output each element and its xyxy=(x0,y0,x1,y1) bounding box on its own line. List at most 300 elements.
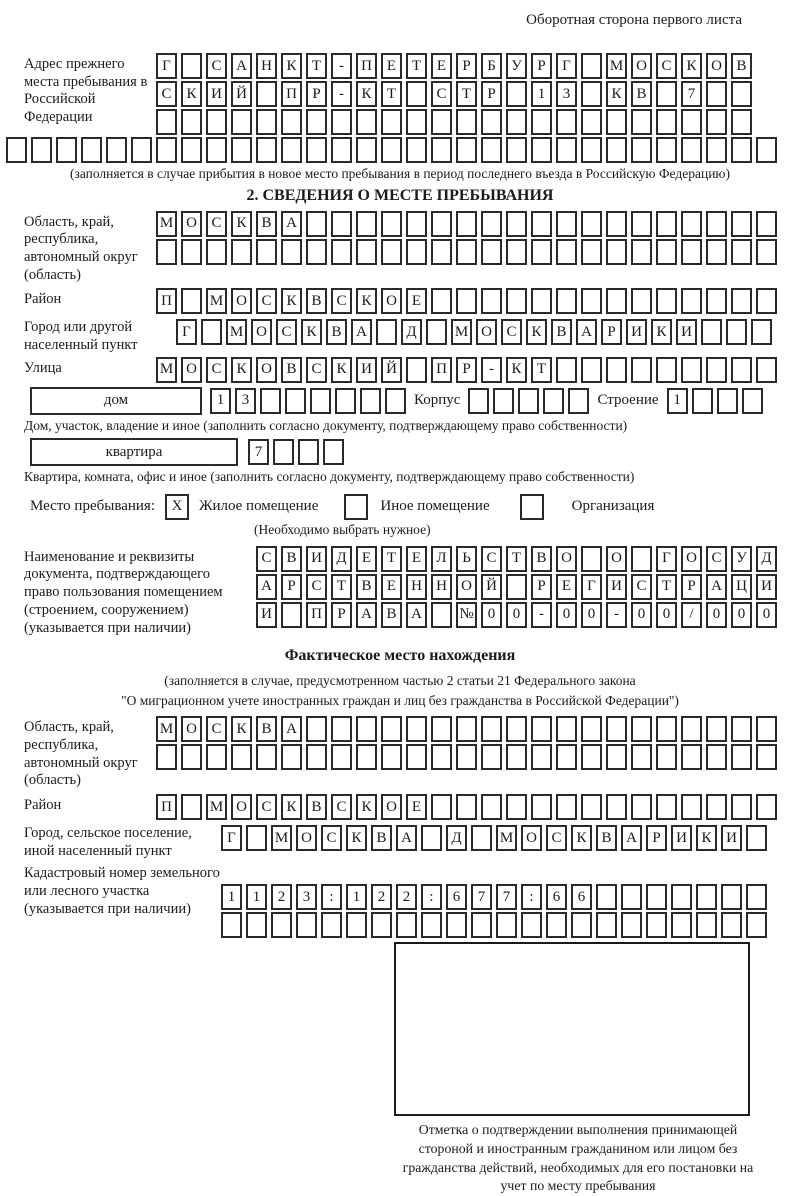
char-box[interactable] xyxy=(681,794,702,820)
char-box[interactable]: И xyxy=(606,574,627,600)
char-box[interactable] xyxy=(681,239,702,265)
char-box[interactable] xyxy=(406,81,427,107)
char-box[interactable]: П xyxy=(431,357,452,383)
char-box[interactable] xyxy=(356,716,377,742)
char-box[interactable] xyxy=(306,211,327,237)
char-box[interactable]: Т xyxy=(331,574,352,600)
char-box[interactable] xyxy=(606,211,627,237)
char-box[interactable] xyxy=(656,81,677,107)
char-box[interactable] xyxy=(631,137,652,163)
char-box[interactable]: М xyxy=(226,319,247,345)
char-box[interactable] xyxy=(746,825,767,851)
char-box[interactable] xyxy=(156,239,177,265)
char-box[interactable] xyxy=(656,357,677,383)
char-box[interactable]: И xyxy=(671,825,692,851)
char-box[interactable] xyxy=(256,109,277,135)
char-box[interactable]: П xyxy=(281,81,302,107)
char-box[interactable] xyxy=(456,744,477,770)
char-box[interactable]: К xyxy=(526,319,547,345)
char-box[interactable] xyxy=(406,239,427,265)
char-box[interactable]: К xyxy=(281,794,302,820)
char-box[interactable] xyxy=(556,288,577,314)
char-box[interactable] xyxy=(531,288,552,314)
char-box[interactable] xyxy=(556,744,577,770)
char-box[interactable]: Н xyxy=(431,574,452,600)
char-box[interactable]: С xyxy=(321,825,342,851)
char-box[interactable] xyxy=(431,744,452,770)
char-box[interactable]: С xyxy=(206,53,227,79)
char-box[interactable] xyxy=(396,912,417,938)
char-box[interactable] xyxy=(456,137,477,163)
char-box[interactable] xyxy=(426,319,447,345)
char-box[interactable]: И xyxy=(256,602,277,628)
char-box[interactable] xyxy=(360,388,381,414)
char-box[interactable] xyxy=(181,137,202,163)
char-box[interactable]: К xyxy=(506,357,527,383)
char-box[interactable] xyxy=(531,716,552,742)
char-box[interactable] xyxy=(581,211,602,237)
char-box[interactable]: Е xyxy=(381,574,402,600)
char-box[interactable]: Е xyxy=(381,53,402,79)
char-box[interactable] xyxy=(356,239,377,265)
char-box[interactable]: И xyxy=(306,546,327,572)
char-box[interactable] xyxy=(631,357,652,383)
char-box[interactable]: М xyxy=(451,319,472,345)
char-box[interactable]: К xyxy=(651,319,672,345)
char-box[interactable] xyxy=(581,81,602,107)
char-box[interactable] xyxy=(556,239,577,265)
char-box[interactable]: К xyxy=(696,825,717,851)
char-box[interactable] xyxy=(731,744,752,770)
char-box[interactable] xyxy=(731,211,752,237)
char-box[interactable] xyxy=(281,137,302,163)
char-box[interactable] xyxy=(256,239,277,265)
char-box[interactable] xyxy=(656,109,677,135)
char-box[interactable] xyxy=(281,109,302,135)
char-box[interactable] xyxy=(701,319,722,345)
char-box[interactable] xyxy=(692,388,713,414)
char-box[interactable]: М xyxy=(206,288,227,314)
char-box[interactable] xyxy=(421,825,442,851)
char-box[interactable]: 1 xyxy=(346,884,367,910)
char-box[interactable] xyxy=(706,288,727,314)
char-box[interactable] xyxy=(56,137,77,163)
char-box[interactable] xyxy=(31,137,52,163)
char-box[interactable] xyxy=(731,716,752,742)
char-box[interactable]: А xyxy=(356,602,377,628)
char-box[interactable]: 0 xyxy=(756,602,777,628)
char-box[interactable] xyxy=(581,716,602,742)
char-box[interactable]: В xyxy=(306,794,327,820)
char-box[interactable] xyxy=(631,211,652,237)
char-box[interactable]: В xyxy=(281,357,302,383)
char-box[interactable] xyxy=(706,137,727,163)
char-box[interactable] xyxy=(606,716,627,742)
char-box[interactable]: 1 xyxy=(531,81,552,107)
char-box[interactable] xyxy=(746,884,767,910)
char-box[interactable]: Г xyxy=(221,825,242,851)
char-box[interactable]: С xyxy=(306,357,327,383)
char-box[interactable]: Р xyxy=(456,357,477,383)
organization-checkbox[interactable] xyxy=(520,494,544,520)
char-box[interactable] xyxy=(696,912,717,938)
char-box[interactable]: О xyxy=(296,825,317,851)
char-box[interactable] xyxy=(446,912,467,938)
char-box[interactable] xyxy=(656,288,677,314)
char-box[interactable] xyxy=(431,288,452,314)
char-box[interactable]: Т xyxy=(406,53,427,79)
char-box[interactable] xyxy=(385,388,406,414)
char-box[interactable]: В xyxy=(326,319,347,345)
char-box[interactable] xyxy=(531,109,552,135)
char-box[interactable] xyxy=(231,744,252,770)
char-box[interactable] xyxy=(506,288,527,314)
char-box[interactable] xyxy=(556,137,577,163)
char-box[interactable] xyxy=(381,239,402,265)
char-box[interactable]: В xyxy=(371,825,392,851)
stamp-box[interactable] xyxy=(394,942,750,1116)
char-box[interactable] xyxy=(518,388,539,414)
char-box[interactable] xyxy=(606,109,627,135)
char-box[interactable]: К xyxy=(346,825,367,851)
char-box[interactable] xyxy=(556,716,577,742)
char-box[interactable]: К xyxy=(356,81,377,107)
char-box[interactable] xyxy=(206,109,227,135)
char-box[interactable] xyxy=(656,211,677,237)
char-box[interactable]: П xyxy=(356,53,377,79)
char-box[interactable] xyxy=(356,211,377,237)
char-box[interactable] xyxy=(581,288,602,314)
char-box[interactable] xyxy=(156,137,177,163)
char-box[interactable]: 7 xyxy=(471,884,492,910)
char-box[interactable] xyxy=(531,211,552,237)
char-box[interactable] xyxy=(471,825,492,851)
char-box[interactable] xyxy=(543,388,564,414)
char-box[interactable] xyxy=(706,81,727,107)
char-box[interactable] xyxy=(206,239,227,265)
char-box[interactable] xyxy=(656,794,677,820)
char-box[interactable] xyxy=(706,744,727,770)
char-box[interactable] xyxy=(631,239,652,265)
char-box[interactable]: А xyxy=(396,825,417,851)
char-box[interactable] xyxy=(656,137,677,163)
char-box[interactable] xyxy=(506,794,527,820)
char-box[interactable] xyxy=(181,288,202,314)
char-box[interactable]: В xyxy=(256,716,277,742)
char-box[interactable]: К xyxy=(331,357,352,383)
char-box[interactable]: Д xyxy=(756,546,777,572)
char-box[interactable]: Л xyxy=(431,546,452,572)
char-box[interactable]: О xyxy=(706,53,727,79)
char-box[interactable]: О xyxy=(381,794,402,820)
char-box[interactable]: К xyxy=(356,288,377,314)
char-box[interactable] xyxy=(131,137,152,163)
char-box[interactable]: 0 xyxy=(656,602,677,628)
char-box[interactable] xyxy=(706,794,727,820)
char-box[interactable]: Й xyxy=(231,81,252,107)
char-box[interactable] xyxy=(231,239,252,265)
char-box[interactable] xyxy=(656,744,677,770)
char-box[interactable] xyxy=(156,109,177,135)
char-box[interactable]: Т xyxy=(456,81,477,107)
char-box[interactable] xyxy=(751,319,772,345)
char-box[interactable] xyxy=(106,137,127,163)
char-box[interactable] xyxy=(581,794,602,820)
char-box[interactable]: П xyxy=(306,602,327,628)
char-box[interactable]: Р xyxy=(681,574,702,600)
char-box[interactable]: С xyxy=(256,288,277,314)
char-box[interactable] xyxy=(581,357,602,383)
char-box[interactable] xyxy=(356,109,377,135)
char-box[interactable]: М xyxy=(156,211,177,237)
char-box[interactable]: С xyxy=(276,319,297,345)
char-box[interactable]: М xyxy=(156,357,177,383)
char-box[interactable] xyxy=(331,109,352,135)
char-box[interactable] xyxy=(621,912,642,938)
char-box[interactable]: Е xyxy=(356,546,377,572)
char-box[interactable]: А xyxy=(406,602,427,628)
char-box[interactable]: 2 xyxy=(371,884,392,910)
char-box[interactable]: 7 xyxy=(248,439,269,465)
char-box[interactable]: П xyxy=(156,794,177,820)
char-box[interactable] xyxy=(506,137,527,163)
char-box[interactable]: Р xyxy=(601,319,622,345)
char-box[interactable]: 0 xyxy=(481,602,502,628)
char-box[interactable] xyxy=(681,288,702,314)
char-box[interactable]: У xyxy=(731,546,752,572)
char-box[interactable] xyxy=(556,357,577,383)
char-box[interactable] xyxy=(246,912,267,938)
char-box[interactable] xyxy=(631,288,652,314)
char-box[interactable] xyxy=(596,912,617,938)
char-box[interactable] xyxy=(756,357,777,383)
char-box[interactable] xyxy=(281,744,302,770)
char-box[interactable]: Г xyxy=(156,53,177,79)
char-box[interactable]: - xyxy=(531,602,552,628)
char-box[interactable] xyxy=(506,744,527,770)
char-box[interactable] xyxy=(256,744,277,770)
char-box[interactable]: 0 xyxy=(506,602,527,628)
char-box[interactable] xyxy=(456,109,477,135)
char-box[interactable]: О xyxy=(181,357,202,383)
char-box[interactable] xyxy=(421,912,442,938)
char-box[interactable] xyxy=(431,239,452,265)
char-box[interactable] xyxy=(756,744,777,770)
char-box[interactable]: К xyxy=(606,81,627,107)
char-box[interactable]: 3 xyxy=(296,884,317,910)
char-box[interactable] xyxy=(493,388,514,414)
char-box[interactable] xyxy=(742,388,763,414)
char-box[interactable]: И xyxy=(206,81,227,107)
char-box[interactable] xyxy=(331,716,352,742)
char-box[interactable] xyxy=(231,137,252,163)
char-box[interactable]: В xyxy=(256,211,277,237)
char-box[interactable]: Р xyxy=(531,53,552,79)
char-box[interactable]: Е xyxy=(406,794,427,820)
char-box[interactable]: П xyxy=(156,288,177,314)
char-box[interactable] xyxy=(706,357,727,383)
char-box[interactable]: С xyxy=(256,546,277,572)
char-box[interactable] xyxy=(456,288,477,314)
char-box[interactable] xyxy=(468,388,489,414)
char-box[interactable] xyxy=(371,912,392,938)
char-box[interactable] xyxy=(631,744,652,770)
char-box[interactable] xyxy=(406,109,427,135)
char-box[interactable]: С xyxy=(631,574,652,600)
char-box[interactable] xyxy=(431,716,452,742)
char-box[interactable]: О xyxy=(181,211,202,237)
char-box[interactable]: Д xyxy=(331,546,352,572)
char-box[interactable] xyxy=(606,744,627,770)
char-box[interactable] xyxy=(746,912,767,938)
char-box[interactable]: Й xyxy=(481,574,502,600)
char-box[interactable]: Г xyxy=(581,574,602,600)
char-box[interactable]: А xyxy=(231,53,252,79)
char-box[interactable]: О xyxy=(606,546,627,572)
char-box[interactable] xyxy=(756,239,777,265)
char-box[interactable] xyxy=(481,288,502,314)
char-box[interactable] xyxy=(568,388,589,414)
char-box[interactable]: В xyxy=(596,825,617,851)
char-box[interactable]: Н xyxy=(256,53,277,79)
char-box[interactable] xyxy=(681,357,702,383)
char-box[interactable] xyxy=(506,81,527,107)
char-box[interactable] xyxy=(406,357,427,383)
char-box[interactable] xyxy=(306,239,327,265)
char-box[interactable] xyxy=(606,288,627,314)
char-box[interactable]: - xyxy=(606,602,627,628)
char-box[interactable] xyxy=(731,109,752,135)
char-box[interactable] xyxy=(756,288,777,314)
char-box[interactable] xyxy=(273,439,294,465)
char-box[interactable] xyxy=(346,912,367,938)
char-box[interactable]: С xyxy=(206,211,227,237)
char-box[interactable]: К xyxy=(681,53,702,79)
char-box[interactable]: В xyxy=(381,602,402,628)
char-box[interactable]: Г xyxy=(556,53,577,79)
char-box[interactable] xyxy=(706,716,727,742)
char-box[interactable] xyxy=(381,744,402,770)
char-box[interactable]: Т xyxy=(306,53,327,79)
char-box[interactable]: О xyxy=(476,319,497,345)
char-box[interactable] xyxy=(221,912,242,938)
char-box[interactable]: В xyxy=(551,319,572,345)
char-box[interactable]: Т xyxy=(381,546,402,572)
char-box[interactable]: О xyxy=(256,357,277,383)
char-box[interactable]: 3 xyxy=(556,81,577,107)
char-box[interactable] xyxy=(206,744,227,770)
char-box[interactable] xyxy=(531,137,552,163)
char-box[interactable]: О xyxy=(231,794,252,820)
char-box[interactable]: Б xyxy=(481,53,502,79)
char-box[interactable]: А xyxy=(351,319,372,345)
char-box[interactable] xyxy=(381,716,402,742)
char-box[interactable] xyxy=(281,602,302,628)
char-box[interactable]: 2 xyxy=(396,884,417,910)
char-box[interactable]: И xyxy=(626,319,647,345)
char-box[interactable] xyxy=(81,137,102,163)
char-box[interactable] xyxy=(296,912,317,938)
char-box[interactable] xyxy=(506,211,527,237)
char-box[interactable] xyxy=(646,912,667,938)
char-box[interactable]: 0 xyxy=(731,602,752,628)
char-box[interactable] xyxy=(481,137,502,163)
char-box[interactable] xyxy=(581,546,602,572)
char-box[interactable]: И xyxy=(756,574,777,600)
char-box[interactable]: С xyxy=(331,794,352,820)
char-box[interactable] xyxy=(231,109,252,135)
char-box[interactable] xyxy=(271,912,292,938)
char-box[interactable]: М xyxy=(206,794,227,820)
char-box[interactable] xyxy=(581,744,602,770)
char-box[interactable]: А xyxy=(706,574,727,600)
char-box[interactable]: К xyxy=(301,319,322,345)
char-box[interactable]: В xyxy=(306,288,327,314)
char-box[interactable] xyxy=(656,716,677,742)
char-box[interactable]: М xyxy=(496,825,517,851)
char-box[interactable] xyxy=(756,716,777,742)
char-box[interactable] xyxy=(431,602,452,628)
char-box[interactable] xyxy=(206,137,227,163)
char-box[interactable]: О xyxy=(251,319,272,345)
char-box[interactable] xyxy=(731,357,752,383)
char-box[interactable] xyxy=(606,357,627,383)
char-box[interactable]: 2 xyxy=(271,884,292,910)
char-box[interactable] xyxy=(721,884,742,910)
char-box[interactable] xyxy=(681,211,702,237)
char-box[interactable] xyxy=(306,716,327,742)
char-box[interactable]: К xyxy=(181,81,202,107)
char-box[interactable] xyxy=(671,884,692,910)
other-premises-checkbox[interactable] xyxy=(344,494,368,520)
char-box[interactable]: М xyxy=(271,825,292,851)
char-box[interactable]: О xyxy=(631,53,652,79)
char-box[interactable] xyxy=(481,716,502,742)
char-box[interactable]: Д xyxy=(446,825,467,851)
char-box[interactable] xyxy=(260,388,281,414)
char-box[interactable] xyxy=(481,794,502,820)
char-box[interactable]: Д xyxy=(401,319,422,345)
char-box[interactable]: Т xyxy=(656,574,677,600)
char-box[interactable]: С xyxy=(501,319,522,345)
house-type-field[interactable]: дом xyxy=(30,387,202,415)
char-box[interactable] xyxy=(256,137,277,163)
char-box[interactable]: 6 xyxy=(446,884,467,910)
char-box[interactable] xyxy=(506,574,527,600)
char-box[interactable] xyxy=(717,388,738,414)
char-box[interactable]: Р xyxy=(646,825,667,851)
char-box[interactable]: Т xyxy=(506,546,527,572)
char-box[interactable]: Т xyxy=(381,81,402,107)
char-box[interactable] xyxy=(181,744,202,770)
char-box[interactable] xyxy=(306,744,327,770)
char-box[interactable] xyxy=(531,744,552,770)
char-box[interactable] xyxy=(506,716,527,742)
char-box[interactable]: С xyxy=(546,825,567,851)
char-box[interactable] xyxy=(331,239,352,265)
char-box[interactable] xyxy=(521,912,542,938)
char-box[interactable] xyxy=(481,239,502,265)
char-box[interactable]: О xyxy=(181,716,202,742)
char-box[interactable] xyxy=(381,109,402,135)
char-box[interactable]: В xyxy=(531,546,552,572)
char-box[interactable]: К xyxy=(571,825,592,851)
char-box[interactable]: О xyxy=(521,825,542,851)
char-box[interactable] xyxy=(731,794,752,820)
char-box[interactable]: 6 xyxy=(571,884,592,910)
char-box[interactable] xyxy=(556,211,577,237)
char-box[interactable]: Р xyxy=(306,81,327,107)
